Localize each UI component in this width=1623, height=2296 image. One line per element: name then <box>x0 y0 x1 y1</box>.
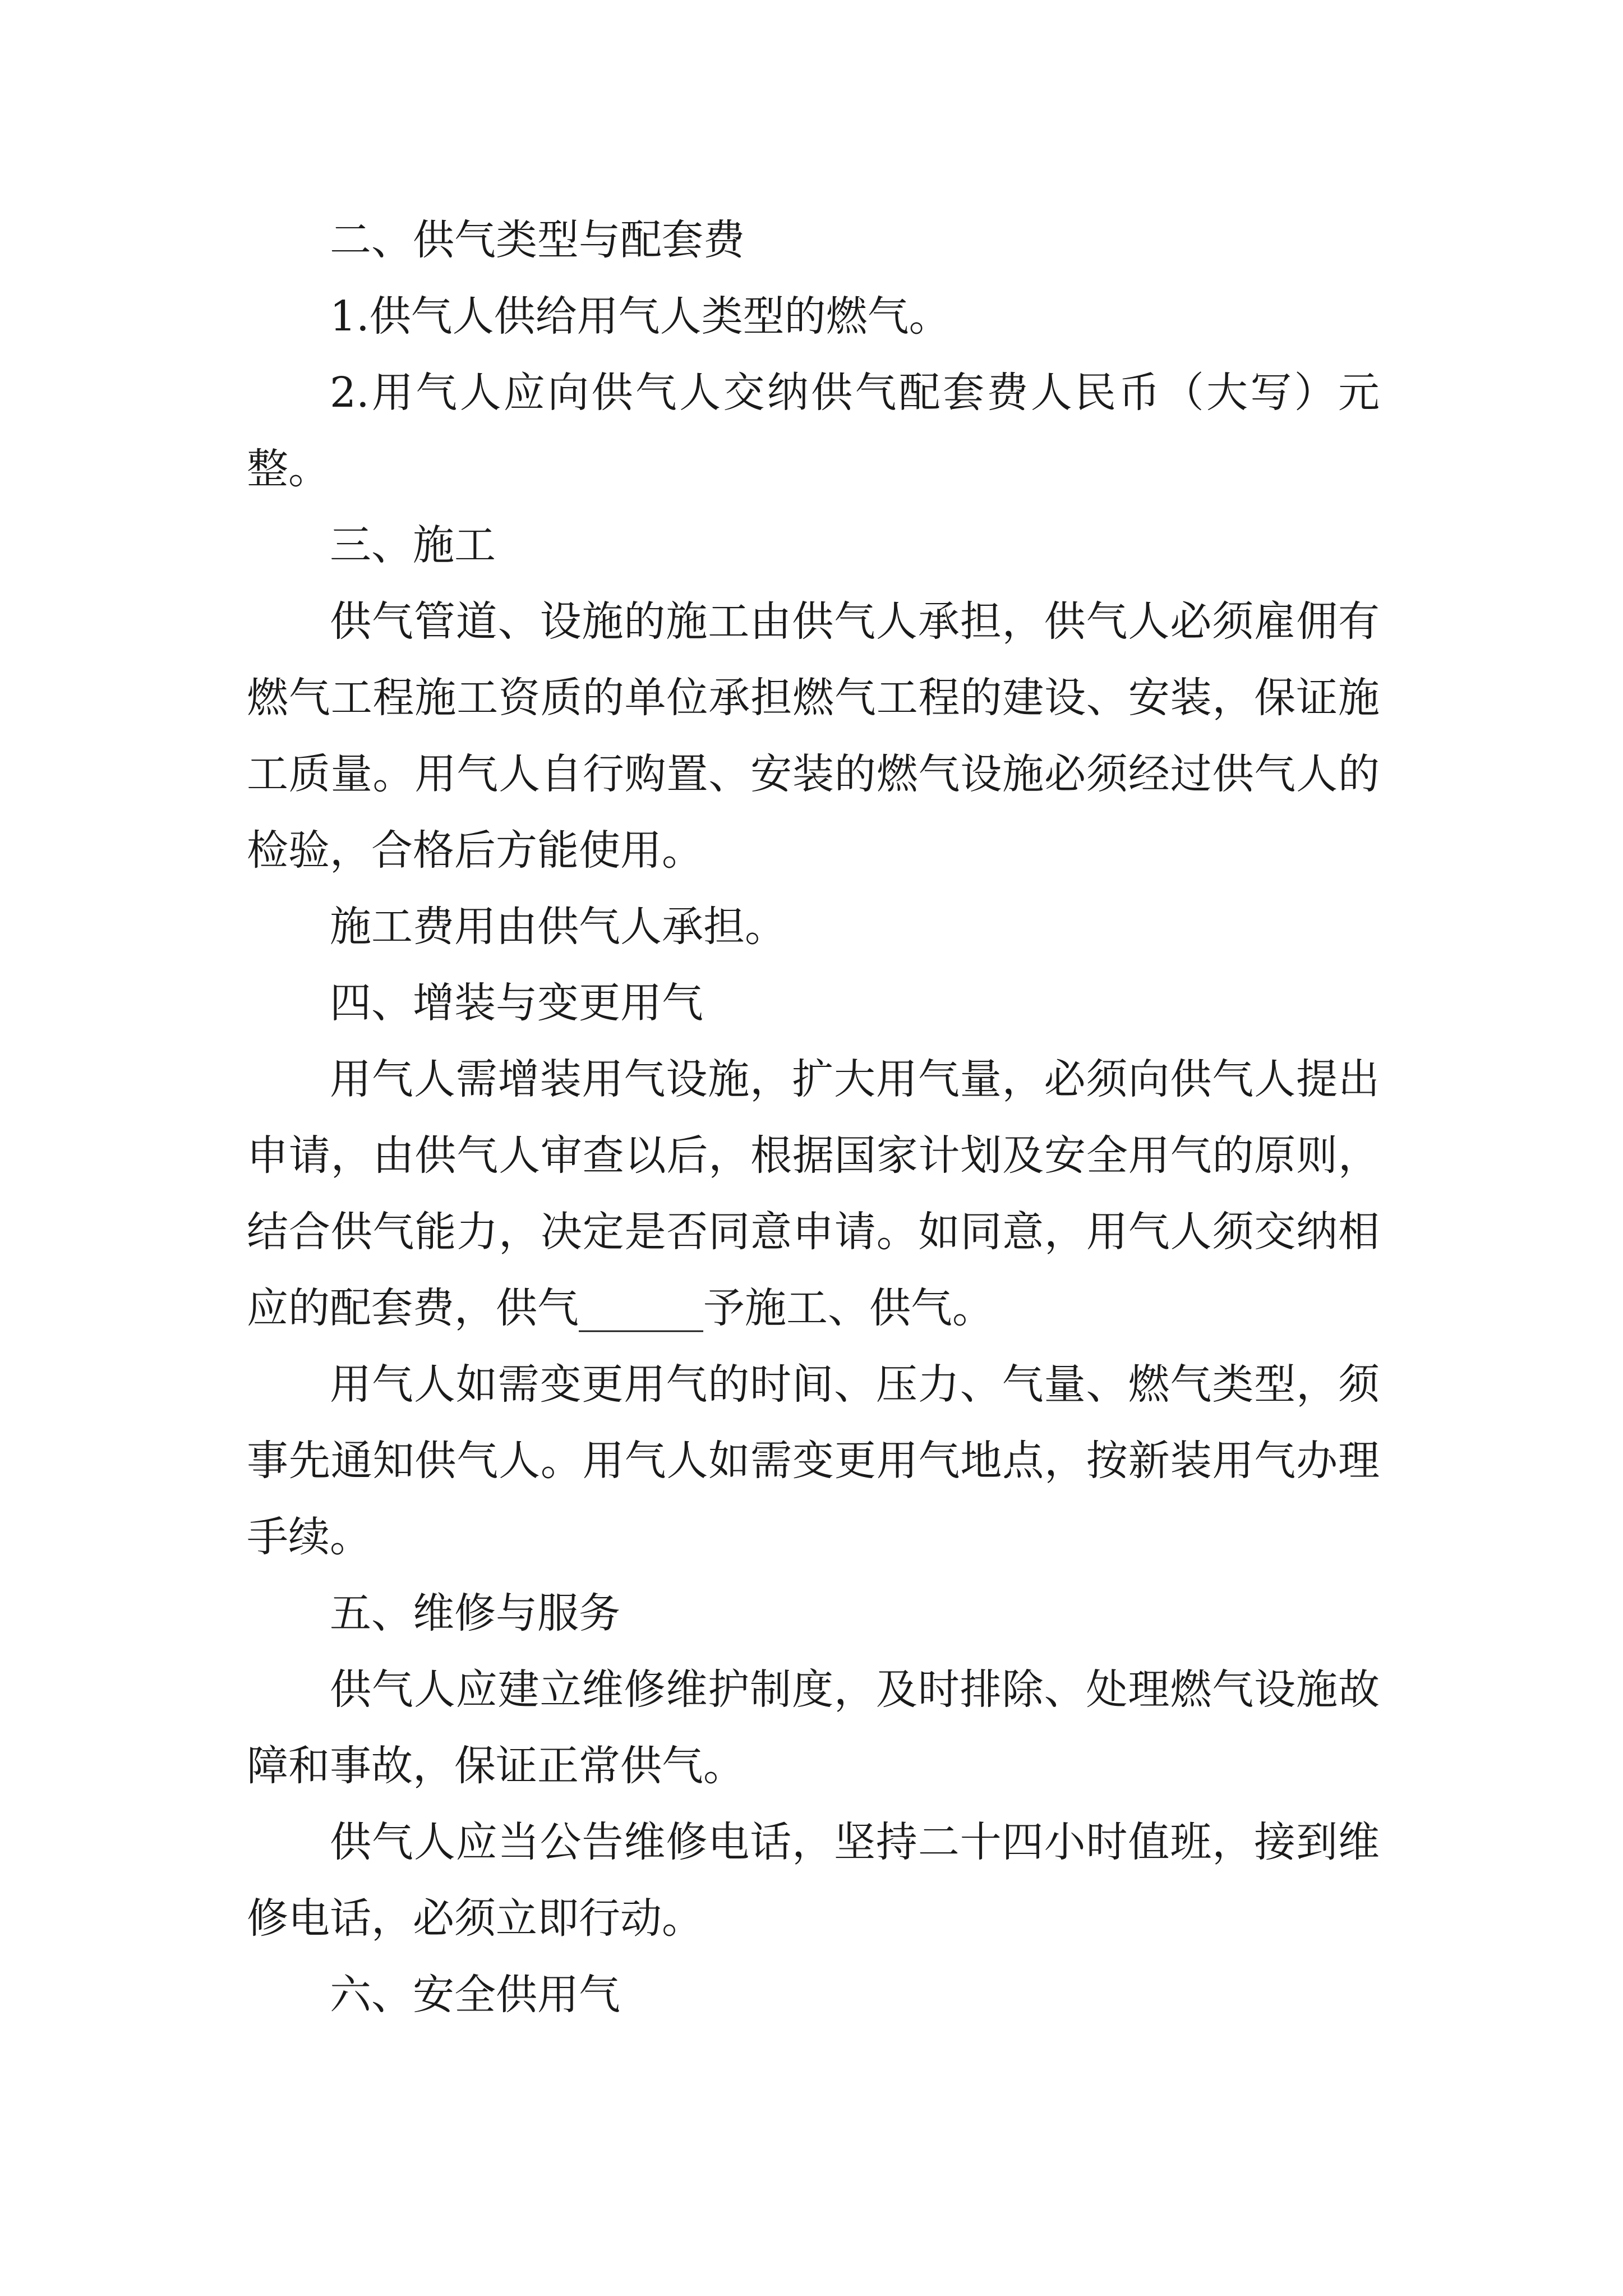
clause-gas-type: 1.供气人供给用气人类型的燃气。 <box>330 292 951 341</box>
section-heading-safety: 六、安全供用气 <box>330 1971 620 2019</box>
section-heading-supply-type: 二、供气类型与配套费 <box>330 216 745 264</box>
paragraph-construction-duty: 供气管道、设施的施工由供气人承担，供气人必须雇佣有燃气工程施工资质的单位承担燃气工程的建设、安装，保证施工质量。用气人自行购置、安装的燃气设施必须经过供气人的检验，合格后方能使用。 <box>247 597 1380 875</box>
clause-supply-fee: 2.用气人应向供气人交纳供气配套费人民币（大写）元整。 <box>247 369 1380 493</box>
document-body <box>247 202 1380 2033</box>
paragraph-change-usage: 用气人如需变更用气的时间、压力、气量、燃气类型，须事先通知供气人。用气人如需变更用气地点，按新装用气办理手续。 <box>247 1360 1380 1561</box>
paragraph-repair-hotline: 供气人应当公告维修电话，坚持二十四小时值班，接到维修电话，必须立即行动。 <box>247 1818 1380 1943</box>
paragraph-construction-cost: 施工费用由供气人承担。 <box>330 903 786 951</box>
paragraph-expand-usage: 用气人需增装用气设施，扩大用气量，必须向供气人提出申请，由供气人审查以后，根据国家计划及安全用气的原则，结合供气能力，决定是否同意申请。如同意，用气人须交纳相应的配套费，供气______予施工、供气。 <box>247 1055 1380 1332</box>
section-heading-maintenance: 五、维修与服务 <box>330 1589 620 1637</box>
section-heading-change-usage: 四、增装与变更用气 <box>330 979 703 1027</box>
paragraph-maintenance-system: 供气人应建立维修维护制度，及时排除、处理燃气设施故障和事故，保证正常供气。 <box>247 1665 1380 1790</box>
section-heading-construction: 三、施工 <box>330 521 496 569</box>
